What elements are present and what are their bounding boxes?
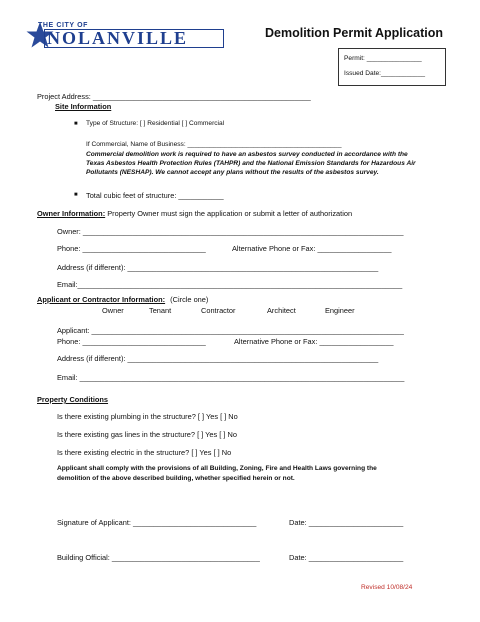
logo-city-name: NOLANVILLE xyxy=(47,28,189,48)
asbestos-note-2: Texas Asbestos Health Protection Rules (TAHPR) and the National Emission Standards for Hazardous Air xyxy=(86,160,416,167)
bullet-icon: ■ xyxy=(74,121,78,127)
revised-date: Revised 10/08/24 xyxy=(361,584,413,591)
page-title: Demolition Permit Application xyxy=(265,26,444,40)
project-address-field[interactable]: Project Address: _____________________________________________________ xyxy=(37,92,311,101)
applicant-heading-row xyxy=(37,295,208,304)
official-signature-field[interactable]: Building Official: ____________________________________ xyxy=(57,553,260,562)
issued-date-field[interactable]: Issued Date:____________ xyxy=(344,70,426,77)
applicant-alt-phone-field[interactable]: Alternative Phone or Fax: __________________ xyxy=(234,337,394,346)
asbestos-note-3: Pollutants (NESHAP). We cannot accept any plans without the results of the asbestos survey. xyxy=(86,169,379,176)
logo-city-of: THE CITY OF xyxy=(38,22,89,29)
option-tenant[interactable]: Tenant xyxy=(149,306,172,315)
gas-question[interactable]: Is there existing gas lines in the structure? [ ] Yes [ ] No xyxy=(57,430,237,439)
applicant-email-field[interactable]: Email: _______________________________________________________________________________ xyxy=(57,373,405,382)
site-info-heading: Site Information xyxy=(55,102,112,111)
owner-info-heading: Owner Information: xyxy=(37,209,106,218)
asbestos-note-1: Commercial demolition work is required to have an asbestos survey conducted in accordance with the xyxy=(86,151,408,158)
bullet-icon: ■ xyxy=(74,192,78,198)
applicant-signature-field[interactable]: Signature of Applicant: ______________________________ xyxy=(57,518,257,527)
applicant-phone-field[interactable]: Phone: ______________________________ xyxy=(57,337,206,346)
compliance-text-2: demolition of the above described building, whether specified herein or not. xyxy=(57,475,295,482)
owner-name-field[interactable]: Owner: ______________________________________________________________________________ xyxy=(57,227,404,236)
owner-address-field[interactable]: Address (if different): _____________________________________________________________ xyxy=(57,263,379,272)
owner-info-subtext: Property Owner must sign the application or submit a letter of authorization xyxy=(107,209,353,218)
applicant-info-heading: Applicant or Contractor Information: xyxy=(37,295,166,304)
applicant-date-field[interactable]: Date: _______________________ xyxy=(289,518,404,527)
option-contractor[interactable]: Contractor xyxy=(201,306,236,315)
permit-field[interactable]: Permit: _______________ xyxy=(344,55,422,62)
compliance-text-1: Applicant shall comply with the provisions of all Building, Zoning, Fire and Health Laws governing the xyxy=(57,465,377,472)
applicant-name-field[interactable]: Applicant: ____________________________________________________________________________ xyxy=(57,326,404,335)
option-architect[interactable]: Architect xyxy=(267,306,296,315)
structure-type-field[interactable]: Type of Structure: [ ] Residential [ ] Commercial xyxy=(86,120,225,127)
property-conditions-heading: Property Conditions xyxy=(37,395,109,404)
circle-one-label: (Circle one) xyxy=(170,295,209,304)
electric-question[interactable]: Is there existing electric in the structure? [ ] Yes [ ] No xyxy=(57,448,232,457)
official-date-field[interactable]: Date: _______________________ xyxy=(289,553,404,562)
plumbing-question[interactable]: Is there existing plumbing in the structure? [ ] Yes [ ] No xyxy=(57,412,238,421)
business-name-field[interactable]: If Commercial, Name of Business: __________________________________________ xyxy=(86,141,342,148)
permit-box xyxy=(338,48,446,86)
owner-alt-phone-field[interactable]: Alternative Phone or Fax: __________________ xyxy=(232,244,392,253)
applicant-address-field[interactable]: Address (if different): _____________________________________________________________ xyxy=(57,354,379,363)
cubic-feet-field[interactable]: Total cubic feet of structure: ___________ xyxy=(86,191,224,200)
owner-phone-field[interactable]: Phone: ______________________________ xyxy=(57,244,206,253)
owner-email-field[interactable]: Email:_______________________________________________________________________________ xyxy=(57,280,403,289)
option-engineer[interactable]: Engineer xyxy=(325,306,355,315)
owner-heading-row xyxy=(37,209,352,218)
option-owner[interactable]: Owner xyxy=(102,306,124,315)
